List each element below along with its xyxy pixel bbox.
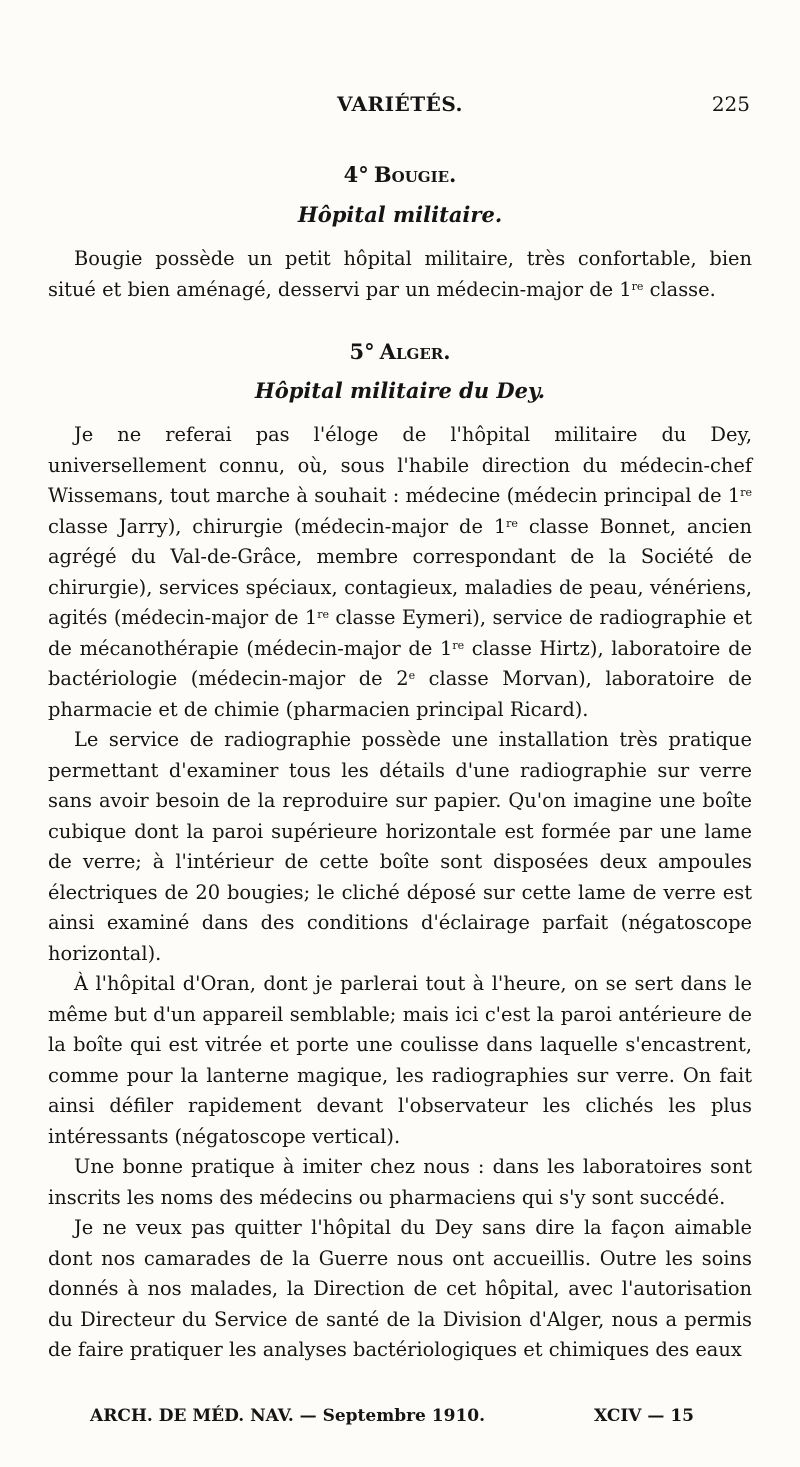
section-subtitle: Hôpital militaire. bbox=[297, 202, 503, 227]
page-footer bbox=[0, 1406, 800, 1436]
page-number: 225 bbox=[711, 92, 750, 116]
paragraph: Je ne referai pas l'éloge de l'hôpital militaire du Dey, universellement connu, où, sous l'habile direction du médecin-chef Wissemans, tout marche à souhait : médecine (médecin principal de 1re classe Jarry), chirurgie (médecin-major de 1re classe Bonnet, ancien agrégé du Val-de-Grâce, membre correspondant de la Société de chirurgie), services spéciaux, contagieux, maladies de peau, vénériens, agités (médecin-major de 1re classe Eymeri), service de radiographie et de mécanothérapie (médecin-major de 1re classe Hirtz), laboratoire de bactériologie (médecin-major de 2e classe Morvan), laboratoire de pharmacie et de chimie (pharmacien principal Ricard). bbox=[48, 423, 752, 721]
section-name: Bougie. bbox=[373, 162, 457, 187]
section-name: Alger. bbox=[379, 339, 451, 364]
section-number: 5° bbox=[349, 339, 375, 364]
section-body-alger bbox=[48, 420, 752, 1366]
paragraph: Bougie possède un petit hôpital militaire, très confortable, bien situé et bien aménagé, desservi par un médecin-major de 1re classe. bbox=[48, 247, 752, 301]
paragraph: Je ne veux pas quitter l'hôpital du Dey sans dire la façon aimable dont nos camarades de la Guerre nous ont accueillis. Outre les soins donnés à nos malades, la Direction de cet hôpital, avec l'autorisation du Directeur du Service de santé de la Division d'Alger, nous a permis de faire pratiquer les analyses bactériologiques et chimiques des eaux bbox=[48, 1216, 752, 1361]
section-number: 4° bbox=[343, 162, 369, 187]
paragraph: À l'hôpital d'Oran, dont je parlerai tout à l'heure, on se sert dans le même but d'un appareil semblable; mais ici c'est la paroi antérieure de la boîte qui est vitrée et porte une coulisse dans laquelle s'encastrent, comme pour la lanterne magique, les radiographies sur verre. On fait ainsi défiler rapidement devant l'observateur les clichés les plus intéressants (négatoscope vertical). bbox=[48, 972, 752, 1148]
footer-journal: ARCH. DE MÉD. NAV. — Septembre 1910. bbox=[90, 1406, 486, 1426]
footer-signature: XCIV — 15 bbox=[593, 1406, 694, 1426]
running-head bbox=[0, 92, 800, 122]
running-head-title: VARIÉTÉS. bbox=[336, 92, 464, 116]
section-subtitle: Hôpital militaire du Dey. bbox=[254, 378, 546, 403]
section-heading-bougie bbox=[0, 162, 800, 187]
section-heading-alger bbox=[0, 339, 800, 364]
paragraph: Une bonne pratique à imiter chez nous : dans les laboratoires sont inscrits les noms des médecins ou pharmaciens qui s'y sont succédé. bbox=[48, 1155, 752, 1209]
section-body-bougie bbox=[48, 244, 752, 305]
paragraph: Le service de radiographie possède une installation très pratique permettant d'examiner tous les détails d'une radiographie sur verre sans avoir besoin de la reproduire sur papier. Qu'on imagine une boîte cubique dont la paroi supérieure horizontale est formée par une lame de verre; à l'intérieur de cette boîte sont disposées deux ampoules électriques de 20 bougies; le cliché déposé sur cette lame de verre est ainsi examiné dans des conditions d'éclairage parfait (négatoscope horizontal). bbox=[48, 728, 752, 965]
